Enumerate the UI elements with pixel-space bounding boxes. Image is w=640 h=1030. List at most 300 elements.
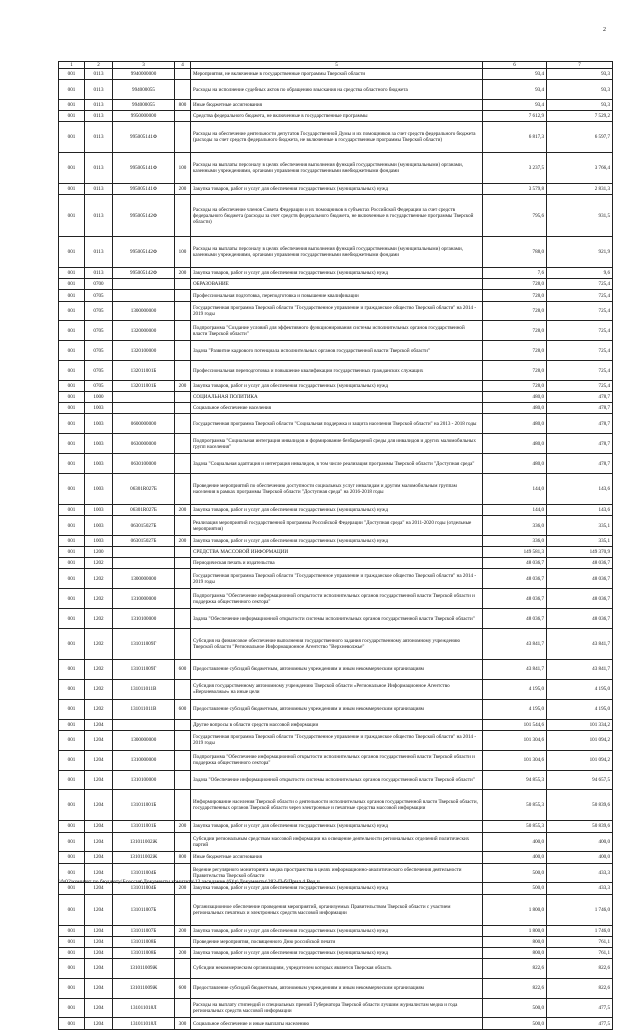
cell-planned: 788,0	[483, 237, 547, 268]
cell-expense-type	[175, 679, 191, 699]
table-row	[59, 80, 613, 100]
cell-section-code: 0113	[85, 111, 113, 122]
cell-planned: 728,0	[483, 321, 547, 341]
cell-ministry-code: 001	[59, 978, 85, 998]
cell-section-code: 0113	[85, 184, 113, 195]
cell-ministry-code: 001	[59, 589, 85, 609]
cell-ministry-code: 001	[59, 883, 85, 894]
cell-ministry-code: 001	[59, 569, 85, 589]
cell-name: Закупка товаров, работ и услуг для обеспечения государственных (муниципальных) нужд	[191, 883, 483, 894]
cell-expense-type: 200	[175, 536, 191, 547]
table-row	[59, 392, 613, 403]
cell-planned: 3 237,5	[483, 153, 547, 184]
cell-target-article: 06301R027Б	[113, 505, 175, 516]
cell-target-article: 994000055	[113, 80, 175, 100]
cell-executed: 335,1	[547, 516, 613, 536]
cell-executed: 9,6	[547, 268, 613, 279]
cell-section-code: 1202	[85, 609, 113, 629]
cell-planned: 48 036,7	[483, 609, 547, 629]
cell-target-article: 131011004Б	[113, 863, 175, 883]
cell-ministry-code: 001	[59, 195, 85, 237]
cell-section-code: 1204	[85, 790, 113, 821]
cell-name: Периодическая печать и издательства	[191, 558, 483, 569]
cell-ministry-code: 001	[59, 719, 85, 730]
cell-ministry-code: 001	[59, 679, 85, 699]
cell-executed: 400,0	[547, 852, 613, 863]
cell-section-code: 0113	[85, 237, 113, 268]
cell-target-article: 131011002Ж	[113, 852, 175, 863]
cell-expense-type	[175, 414, 191, 434]
cell-section-code: 1204	[85, 719, 113, 730]
cell-planned: 94 855,3	[483, 770, 547, 790]
table-row	[59, 894, 613, 925]
cell-executed: 43 841,7	[547, 660, 613, 680]
cell-expense-type: 200	[175, 268, 191, 279]
cell-planned: 500,0	[483, 883, 547, 894]
cell-name: Средства федерального бюджета, не включенные в государственные программы	[191, 111, 483, 122]
cell-planned: 728,0	[483, 279, 547, 290]
cell-section-code: 0113	[85, 153, 113, 184]
cell-planned: 400,0	[483, 832, 547, 852]
cell-expense-type	[175, 894, 191, 925]
cell-planned: 1 800,0	[483, 894, 547, 925]
cell-target-article: 131011018Л	[113, 1018, 175, 1029]
table-header-row	[59, 62, 613, 69]
table-row	[59, 998, 613, 1018]
table-row	[59, 609, 613, 629]
cell-expense-type	[175, 392, 191, 403]
cell-target-article: 131011007Б	[113, 925, 175, 936]
cell-executed: 921,9	[547, 237, 613, 268]
cell-expense-type	[175, 770, 191, 790]
table-row	[59, 730, 613, 750]
cell-ministry-code: 001	[59, 863, 85, 883]
table-row	[59, 958, 613, 978]
cell-name: СОЦИАЛЬНАЯ ПОЛИТИКА	[191, 392, 483, 403]
cell-expense-type	[175, 832, 191, 852]
cell-name: Закупка товаров, работ и услуг для обеспечения государственных (муниципальных) нужд	[191, 268, 483, 279]
cell-planned: 480,0	[483, 414, 547, 434]
table-row	[59, 505, 613, 516]
header-cell: 3	[113, 62, 175, 69]
cell-section-code: 1202	[85, 699, 113, 719]
cell-target-article: 131011009Г	[113, 629, 175, 660]
cell-target-article: 995005142Ф	[113, 237, 175, 268]
cell-section-code: 0113	[85, 122, 113, 153]
cell-target-article	[113, 392, 175, 403]
table-row	[59, 414, 613, 434]
cell-executed: 7 529,2	[547, 111, 613, 122]
cell-expense-type	[175, 790, 191, 821]
cell-section-code: 1003	[85, 474, 113, 505]
cell-name: Другие вопросы в области средств массовой информации	[191, 719, 483, 730]
cell-section-code: 1202	[85, 629, 113, 660]
cell-section-code: 1204	[85, 1018, 113, 1029]
cell-ministry-code: 001	[59, 1018, 85, 1029]
cell-ministry-code: 001	[59, 237, 85, 268]
cell-target-article	[113, 403, 175, 414]
cell-section-code: 0113	[85, 99, 113, 110]
cell-planned: 48 036,7	[483, 589, 547, 609]
cell-name: Расходы на исполнение судебных актов по обращению взыскания на средства областного бюджета	[191, 80, 483, 100]
cell-planned: 480,0	[483, 403, 547, 414]
cell-planned: 101 544,6	[483, 719, 547, 730]
cell-section-code: 1202	[85, 660, 113, 680]
cell-target-article: 131011007Б	[113, 894, 175, 925]
cell-executed: 143,6	[547, 505, 613, 516]
cell-section-code: 0705	[85, 301, 113, 321]
cell-executed: 822,6	[547, 978, 613, 998]
cell-executed: 1 746,0	[547, 894, 613, 925]
cell-target-article: 995005141Ф	[113, 184, 175, 195]
cell-planned: 149 581,3	[483, 547, 547, 558]
cell-name: Расходы на выплаты персоналу в целях обеспечения выполнения функций государственными (муниципальными) органами, казенными учреждениями, органами управления государственными внебюджетными фондами	[191, 153, 483, 184]
table-row	[59, 852, 613, 863]
cell-target-article: 1300000000	[113, 569, 175, 589]
cell-target-article: 1300000000	[113, 730, 175, 750]
cell-target-article: 131011011В	[113, 679, 175, 699]
table-row	[59, 750, 613, 770]
cell-executed: 50 839,6	[547, 790, 613, 821]
cell-ministry-code: 001	[59, 505, 85, 516]
cell-ministry-code: 001	[59, 403, 85, 414]
cell-target-article: 0630100000	[113, 454, 175, 474]
cell-executed: 4 195,0	[547, 699, 613, 719]
cell-executed: 477,5	[547, 1018, 613, 1029]
cell-expense-type: 600	[175, 660, 191, 680]
cell-planned: 336,0	[483, 536, 547, 547]
cell-name: Задача "Социальная адаптация и интеграция инвалидов, в том числе реализация программы Тверской области "Доступная среда"	[191, 454, 483, 474]
cell-expense-type: 200	[175, 381, 191, 392]
cell-target-article: 1320000000	[113, 321, 175, 341]
cell-target-article: 995005141Ф	[113, 122, 175, 153]
cell-section-code: 0705	[85, 321, 113, 341]
cell-target-article: 131011008Б	[113, 947, 175, 958]
cell-expense-type	[175, 609, 191, 629]
table-row	[59, 341, 613, 361]
cell-expense-type	[175, 998, 191, 1018]
cell-section-code: 0113	[85, 195, 113, 237]
cell-planned: 50 855,3	[483, 790, 547, 821]
cell-section-code: 1204	[85, 863, 113, 883]
cell-expense-type	[175, 434, 191, 454]
cell-planned: 500,0	[483, 863, 547, 883]
cell-ministry-code: 001	[59, 998, 85, 1018]
cell-section-code: 1204	[85, 947, 113, 958]
cell-expense-type	[175, 195, 191, 237]
cell-target-article	[113, 279, 175, 290]
cell-target-article	[113, 290, 175, 301]
cell-target-article: 131011008Б	[113, 936, 175, 947]
cell-name: Расходы на обеспечение деятельности депутатов Государственной Думы и их помощников за счет средств федерального бюджета (расходы за счет средств федерального бюджета, не включенные в государственные программы Тверской области)	[191, 122, 483, 153]
cell-executed: 1 746,0	[547, 925, 613, 936]
cell-target-article: 1300000000	[113, 301, 175, 321]
cell-target-article: 131011001Б	[113, 790, 175, 821]
cell-planned: 93,4	[483, 99, 547, 110]
cell-planned: 728,0	[483, 361, 547, 381]
cell-executed: 48 036,7	[547, 569, 613, 589]
cell-expense-type	[175, 589, 191, 609]
cell-executed: 93,3	[547, 80, 613, 100]
cell-planned: 4 195,0	[483, 679, 547, 699]
cell-target-article: 06301R027Б	[113, 474, 175, 505]
cell-target-article: 995005142Ф	[113, 195, 175, 237]
table-row	[59, 536, 613, 547]
cell-executed: 6 597,7	[547, 122, 613, 153]
cell-name: СРЕДСТВА МАССОВОЙ ИНФОРМАЦИИ	[191, 547, 483, 558]
cell-expense-type	[175, 80, 191, 100]
cell-section-code: 1204	[85, 770, 113, 790]
cell-target-article: 9950000000	[113, 111, 175, 122]
cell-section-code: 1204	[85, 998, 113, 1018]
cell-planned: 728,0	[483, 290, 547, 301]
cell-executed: 48 036,7	[547, 558, 613, 569]
cell-section-code: 1200	[85, 547, 113, 558]
cell-expense-type	[175, 69, 191, 80]
cell-name: Государственная программа Тверской области "Государственное управление и гражданское общество Тверской области" на 2014 - 2019 годы	[191, 730, 483, 750]
cell-name: Социальное обеспечение населения	[191, 403, 483, 414]
cell-section-code: 1204	[85, 936, 113, 947]
cell-target-article: 131011009Г	[113, 660, 175, 680]
cell-target-article	[113, 558, 175, 569]
cell-expense-type	[175, 569, 191, 589]
cell-executed: 433,3	[547, 863, 613, 883]
table-row	[59, 558, 613, 569]
table-row	[59, 547, 613, 558]
cell-planned: 7 612,9	[483, 111, 547, 122]
cell-planned: 3 579,8	[483, 184, 547, 195]
header-cell: 5	[191, 62, 483, 69]
cell-executed: 93,3	[547, 99, 613, 110]
cell-name: Закупка товаров, работ и услуг для обеспечения государственных (муниципальных) нужд	[191, 947, 483, 958]
cell-section-code: 1204	[85, 750, 113, 770]
cell-ministry-code: 001	[59, 770, 85, 790]
table-row	[59, 361, 613, 381]
cell-planned: 822,6	[483, 958, 547, 978]
table-row	[59, 978, 613, 998]
cell-ministry-code: 001	[59, 547, 85, 558]
cell-name: Закупка товаров, работ и услуг для обеспечения государственных (муниципальных) нужд	[191, 821, 483, 832]
cell-name: Задача "Обеспечение информационной открытости системы исполнительных органов государственной власти Тверской области"	[191, 770, 483, 790]
cell-name: Расходы на выплаты персоналу в целях обеспечения выполнения функций государственными (муниципальными) органами, казенными учреждениями, органами управления государственными внебюджетными фондами	[191, 237, 483, 268]
cell-target-article: 131011009Ж	[113, 978, 175, 998]
cell-executed: 2 831,3	[547, 184, 613, 195]
cell-name: Иные бюджетные ассигнования	[191, 99, 483, 110]
cell-name: Подпрограмма "Создание условий для эффективного функционирования системы исполнительных органов государственной власти Тверской области"	[191, 321, 483, 341]
cell-section-code: 1000	[85, 392, 113, 403]
cell-executed: 335,1	[547, 536, 613, 547]
cell-planned: 728,0	[483, 301, 547, 321]
cell-section-code: 1003	[85, 414, 113, 434]
cell-planned: 336,0	[483, 516, 547, 536]
cell-ministry-code: 001	[59, 279, 85, 290]
cell-expense-type	[175, 629, 191, 660]
cell-executed: 400,0	[547, 832, 613, 852]
cell-executed: 478,7	[547, 403, 613, 414]
cell-expense-type: 800	[175, 99, 191, 110]
cell-expense-type: 100	[175, 237, 191, 268]
cell-name: Закупка товаров, работ и услуг для обеспечения государственных (муниципальных) нужд	[191, 184, 483, 195]
cell-executed: 478,7	[547, 454, 613, 474]
cell-ministry-code: 001	[59, 414, 85, 434]
cell-name: Предоставление субсидий бюджетным, автономным учреждениям и иным некоммерческим организациям	[191, 699, 483, 719]
table-row	[59, 301, 613, 321]
cell-expense-type: 200	[175, 925, 191, 936]
cell-planned: 480,0	[483, 454, 547, 474]
cell-ministry-code: 001	[59, 290, 85, 301]
cell-executed: 101 334,2	[547, 719, 613, 730]
cell-expense-type	[175, 719, 191, 730]
cell-executed: 93,3	[547, 69, 613, 80]
cell-expense-type	[175, 301, 191, 321]
cell-name: Закупка товаров, работ и услуг для обеспечения государственных (муниципальных) нужд	[191, 925, 483, 936]
cell-section-code: 0700	[85, 279, 113, 290]
cell-executed: 725,4	[547, 301, 613, 321]
cell-planned: 93,4	[483, 69, 547, 80]
cell-planned: 101 304,6	[483, 730, 547, 750]
cell-expense-type	[175, 547, 191, 558]
cell-ministry-code: 001	[59, 925, 85, 936]
table-row	[59, 660, 613, 680]
cell-executed: 94 657,5	[547, 770, 613, 790]
cell-planned: 101 304,6	[483, 750, 547, 770]
table-row	[59, 947, 613, 958]
cell-target-article	[113, 719, 175, 730]
cell-ministry-code: 001	[59, 936, 85, 947]
cell-expense-type	[175, 361, 191, 381]
cell-expense-type	[175, 403, 191, 414]
cell-section-code: 0113	[85, 69, 113, 80]
cell-name: Проведение мероприятий по обеспечению доступности социальных услуг инвалидам и другим маломобильным группам населения в рамках программы Тверской области "Доступная среда" на 2016-2018 годы	[191, 474, 483, 505]
cell-section-code: 1202	[85, 569, 113, 589]
table-row	[59, 925, 613, 936]
table-row	[59, 184, 613, 195]
table-row	[59, 474, 613, 505]
cell-planned: 93,4	[483, 80, 547, 100]
cell-expense-type	[175, 321, 191, 341]
cell-section-code: 0113	[85, 268, 113, 279]
cell-section-code: 1003	[85, 454, 113, 474]
cell-section-code: 1204	[85, 958, 113, 978]
cell-name: Профессиональная переподготовка и повышение квалификации государственных гражданских служащих	[191, 361, 483, 381]
cell-executed: 149 370,9	[547, 547, 613, 558]
cell-target-article: 0630000000	[113, 434, 175, 454]
cell-expense-type	[175, 730, 191, 750]
cell-executed: 433,3	[547, 883, 613, 894]
cell-ministry-code: 001	[59, 434, 85, 454]
cell-expense-type: 200	[175, 184, 191, 195]
cell-expense-type	[175, 122, 191, 153]
cell-name: Проведение мероприятия, посвященного Дню российской печати	[191, 936, 483, 947]
cell-ministry-code: 001	[59, 947, 85, 958]
cell-planned: 500,0	[483, 998, 547, 1018]
file-path-footer: \\fs02\комитет по бюджету\Бсессия\Документы комитета\13 заседание (6)\р\Документы\282-П-б\Прил 4 Вед.ч	[58, 879, 320, 885]
cell-planned: 480,0	[483, 392, 547, 403]
table-row	[59, 279, 613, 290]
cell-executed: 822,6	[547, 958, 613, 978]
table-row	[59, 381, 613, 392]
cell-planned: 48 036,7	[483, 569, 547, 589]
cell-ministry-code: 001	[59, 750, 85, 770]
table-row	[59, 719, 613, 730]
cell-ministry-code: 001	[59, 474, 85, 505]
cell-name: Иные бюджетные ассигнования	[191, 852, 483, 863]
cell-ministry-code: 001	[59, 454, 85, 474]
cell-ministry-code: 001	[59, 122, 85, 153]
table-row	[59, 936, 613, 947]
cell-section-code: 1204	[85, 883, 113, 894]
cell-section-code: 1202	[85, 589, 113, 609]
cell-expense-type	[175, 558, 191, 569]
cell-planned: 6 817,3	[483, 122, 547, 153]
cell-name: ОБРАЗОВАНИЕ	[191, 279, 483, 290]
cell-ministry-code: 001	[59, 730, 85, 750]
cell-section-code: 1204	[85, 925, 113, 936]
table-row	[59, 1018, 613, 1029]
table-row	[59, 516, 613, 536]
table-row	[59, 195, 613, 237]
cell-planned: 795,6	[483, 195, 547, 237]
cell-expense-type: 200	[175, 505, 191, 516]
cell-ministry-code: 001	[59, 184, 85, 195]
cell-name: Мероприятия, не включенные в государственные программы Тверской области	[191, 69, 483, 80]
cell-ministry-code: 001	[59, 609, 85, 629]
cell-planned: 400,0	[483, 852, 547, 863]
cell-name: Субсидия на финансовое обеспечение выполнения государственного задания государственному автономному учреждению Тверской области "Региональное Информационное Агентство "Верхневолжье"	[191, 629, 483, 660]
table-row	[59, 629, 613, 660]
cell-ministry-code: 001	[59, 660, 85, 680]
cell-section-code: 1204	[85, 894, 113, 925]
header-cell: 4	[175, 62, 191, 69]
cell-section-code: 0705	[85, 361, 113, 381]
table-row	[59, 821, 613, 832]
cell-name: Государственная программа Тверской области "Социальная поддержка и защита населения Тверской области" на 2013 - 2018 годы	[191, 414, 483, 434]
cell-target-article: 131011009Ж	[113, 958, 175, 978]
cell-planned: 822,6	[483, 978, 547, 998]
cell-executed: 43 841,7	[547, 629, 613, 660]
cell-ministry-code: 001	[59, 821, 85, 832]
table-row	[59, 832, 613, 852]
cell-executed: 50 839,6	[547, 821, 613, 832]
table-row	[59, 290, 613, 301]
cell-ministry-code: 001	[59, 111, 85, 122]
cell-target-article: 1310100000	[113, 770, 175, 790]
cell-target-article: 063015027Б	[113, 516, 175, 536]
cell-ministry-code: 001	[59, 852, 85, 863]
cell-name: Предоставление субсидий бюджетным, автономным учреждениям и иным некоммерческим организациям	[191, 978, 483, 998]
cell-expense-type	[175, 516, 191, 536]
cell-target-article: 063015027Б	[113, 536, 175, 547]
cell-name: Организационное обеспечение проведения мероприятий, организуемых Правительством Тверской области с участием региональных печатных и электронных средств массовой информации	[191, 894, 483, 925]
cell-ministry-code: 001	[59, 558, 85, 569]
cell-name: Субсидии некоммерческим организациям, учредителем которых является Тверская область	[191, 958, 483, 978]
cell-name: Задача "Развитие кадрового потенциала исполнительных органов государственной власти Тверской области"	[191, 341, 483, 361]
cell-section-code: 1204	[85, 730, 113, 750]
cell-name: Расходы на обеспечение членов Совета Федерации и их помощников в субъектах Российской Федерации за счет средств федерального бюджета (расходы за счет средств федерального бюджета, не включенные в государственные программы Тверской области)	[191, 195, 483, 237]
cell-expense-type	[175, 936, 191, 947]
cell-expense-type	[175, 958, 191, 978]
cell-name: Предоставление субсидий бюджетным, автономным учреждениям и иным некоммерческим организациям	[191, 660, 483, 680]
cell-executed: 725,4	[547, 381, 613, 392]
cell-target-article: 994000055	[113, 99, 175, 110]
cell-expense-type	[175, 279, 191, 290]
cell-section-code: 1003	[85, 505, 113, 516]
cell-ministry-code: 001	[59, 361, 85, 381]
cell-section-code: 1204	[85, 832, 113, 852]
cell-ministry-code: 001	[59, 790, 85, 821]
cell-expense-type: 200	[175, 883, 191, 894]
cell-name: Расходы на выплату стипендий и специальных премий Губернатора Тверской области лучшим журналистам медиа и года региональных средств массовой информации	[191, 998, 483, 1018]
